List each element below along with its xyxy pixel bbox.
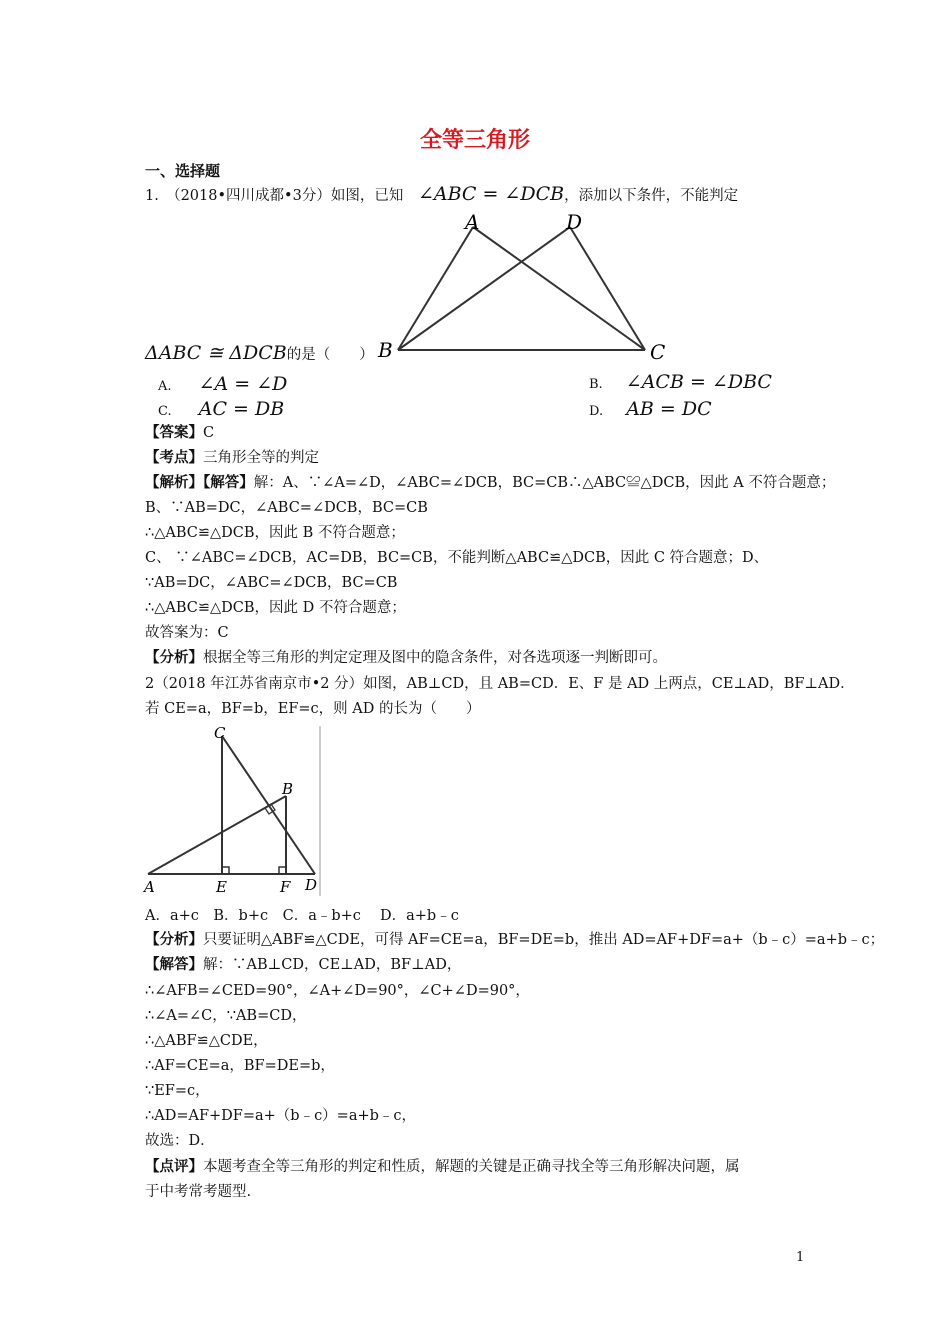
q1-solution-line-1 <box>145 473 835 493</box>
q1-solution-tag: 【解析】【解答】 <box>145 474 254 491</box>
q2-solution-line-4: ∴△ABF≌△CDE， <box>145 1033 268 1049</box>
q1-label-b: B <box>378 338 393 362</box>
q2-solution-line-6: ∵EF=c， <box>145 1083 210 1099</box>
q1-option-b <box>589 371 772 393</box>
section-heading: 一、选择题 <box>145 162 221 180</box>
q2-label-b: B <box>282 780 294 798</box>
q2-label-a: A <box>144 878 155 896</box>
q2-stem-line-2: 若 CE=a，BF=b，EF=c，则 AD 的长为（ ） <box>145 701 481 717</box>
q1-label-c: C <box>650 340 666 364</box>
q1-option-c-letter: C. <box>158 404 172 419</box>
q1-option-a-math: ∠A = ∠D <box>198 373 288 395</box>
q2-label-c: C <box>214 724 226 742</box>
q1-label-a: A <box>465 210 480 234</box>
q2-solution-line-1 <box>145 955 461 975</box>
q2-analysis <box>145 930 884 950</box>
q1-analysis-text: 根据全等三角形的判定定理及图中的隐含条件，对各选项逐一判断即可。 <box>203 650 667 666</box>
q2-label-e: E <box>216 878 227 896</box>
q1-given-math: ∠ABC = ∠DCB <box>417 183 565 205</box>
q1-conclusion-math: ΔABC ≅ ΔDCB <box>145 342 287 364</box>
q1-option-b-letter: B. <box>589 377 603 392</box>
q2-solution-line-3: ∴∠A=∠C，∵AB=CD， <box>145 1008 307 1024</box>
q2-review-line-2: 于中考常考题型. <box>145 1184 252 1200</box>
q1-option-d <box>589 398 712 420</box>
q1-solution-line-2: B、∵AB=DC，∠ABC=∠DCB，BC=CB <box>145 500 428 516</box>
q2-review-tag: 【点评】 <box>145 1158 203 1175</box>
q1-conclusion-tail: 的是（ ） <box>286 347 374 363</box>
q1-solution-text-1: 解：A、∵∠A=∠D，∠ABC=∠DCB，BC=CB∴△ABC≌△DCB，因此 A 不符合题意； <box>253 475 836 491</box>
page-title: 全等三角形 <box>419 128 530 153</box>
q2-analysis-text: 只要证明△ABF≌△CDE，可得 AF=CE=a，BF=DE=b，推出 AD=AF+DF=a+（b﹣c）=a+b﹣c； <box>203 932 885 948</box>
q2-review-text-1: 本题考查全等三角形的判定和性质，解题的关键是正确寻找全等三角形解决问题，属 <box>203 1159 740 1175</box>
q2-solution-line-8: 故选：D． <box>145 1133 215 1149</box>
q1-topic-tag: 【考点】 <box>145 449 203 466</box>
q2-review-line-1 <box>145 1157 740 1177</box>
q1-analysis <box>145 648 667 668</box>
q2-analysis-tag: 【分析】 <box>145 931 203 948</box>
q2-solution-line-7: ∴AD=AF+DF=a+（b﹣c）=a+b﹣c， <box>145 1108 417 1124</box>
q2-stem-line-1: 2（2018 年江苏省南京市•2 分）如图，AB⊥CD，且 AB=CD．E、F 是 AD 上两点，CE⊥AD，BF⊥AD． <box>145 676 855 692</box>
q1-option-b-math: ∠ACB = ∠DBC <box>625 371 772 393</box>
q1-label-d: D <box>566 210 583 234</box>
q1-stem <box>145 184 738 206</box>
q1-solution-line-6: ∴△ABC≌△DCB，因此 D 不符合题意； <box>145 600 406 616</box>
q1-option-d-math: AB = DC <box>626 398 712 420</box>
q1-analysis-tag: 【分析】 <box>145 649 203 666</box>
q2-label-f: F <box>280 878 291 896</box>
q1-answer-tag: 【答案】 <box>145 424 203 441</box>
q2-solution-tag: 【解答】 <box>145 956 203 973</box>
q1-conclusion <box>145 343 374 365</box>
q2-label-d: D <box>305 876 318 894</box>
q1-option-c-math: AC = DB <box>198 398 285 420</box>
q2-solution-line-5: ∴AF=CE=a，BF=DE=b， <box>145 1058 335 1074</box>
q1-topic-text: 三角形全等的判定 <box>203 450 319 466</box>
q1-stem-tail: ，添加以下条件，不能判定 <box>564 188 739 204</box>
q1-figure <box>370 205 670 365</box>
q1-option-c <box>158 398 284 420</box>
page-number: 1 <box>796 1250 805 1265</box>
q1-topic <box>145 448 319 468</box>
q1-option-a-letter: A. <box>158 379 172 394</box>
q1-solution-line-7: 故答案为：C <box>145 625 229 641</box>
q1-solution-line-3: ∴△ABC≌△DCB，因此 B 不符合题意； <box>145 525 405 541</box>
q1-stem-text: 1. （2018•四川成都•3分）如图，已知 <box>145 188 404 204</box>
q1-solution-line-5: ∵AB=DC，∠ABC=∠DCB，BC=CB <box>145 575 398 591</box>
q2-figure <box>140 722 330 900</box>
q1-option-d-letter: D. <box>589 404 604 419</box>
q2-solution-text-1: 解：∵AB⊥CD，CE⊥AD，BF⊥AD， <box>203 957 462 973</box>
q1-answer-value: C <box>203 425 215 441</box>
q1-answer <box>145 423 214 443</box>
q2-options: A．a+c B．b+c C．a﹣b+c D．a+b﹣c <box>145 908 459 924</box>
q1-solution-line-4: C、 ∵∠ABC=∠DCB，AC=DB，BC=CB，不能判断△ABC≌△DCB，因此 C 符合题意；D、 <box>145 550 769 566</box>
q2-solution-line-2: ∴∠AFB=∠CED=90°，∠A+∠D=90°，∠C+∠D=90°， <box>145 983 530 999</box>
q1-option-a <box>158 373 287 395</box>
